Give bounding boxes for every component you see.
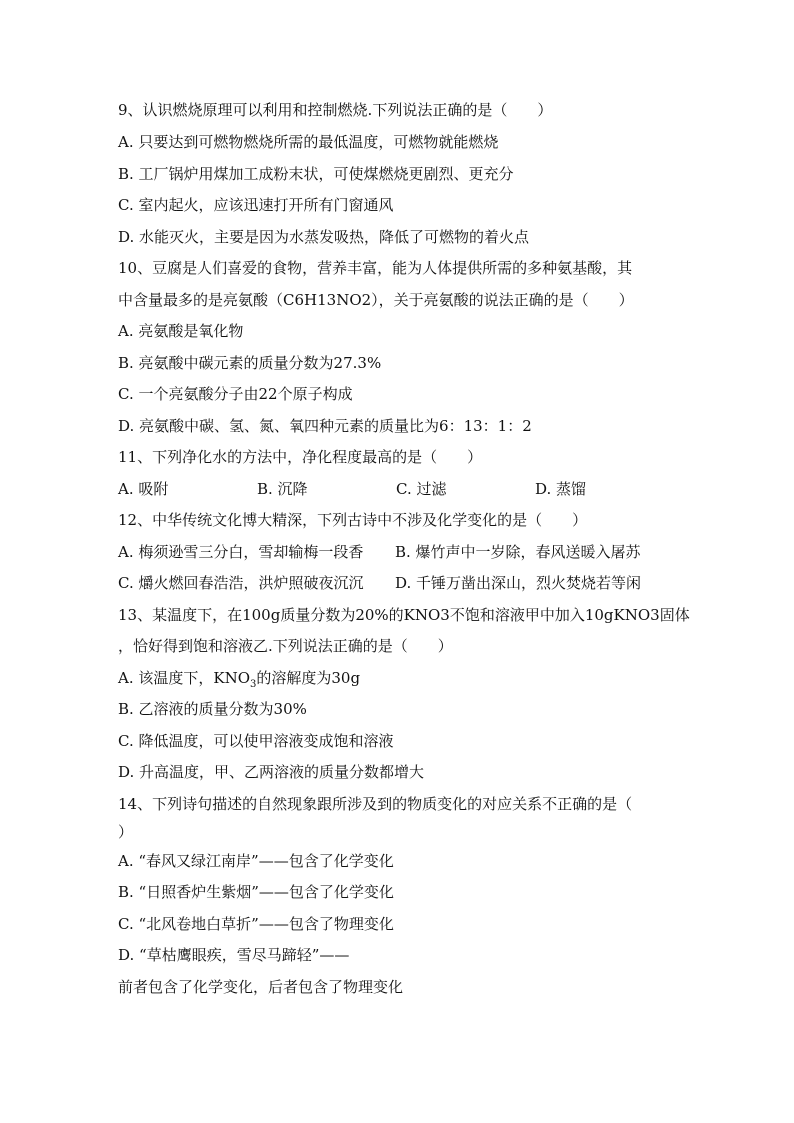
q13-option-d: D. 升高温度，甲、乙两溶液的质量分数都增大 (118, 763, 425, 781)
q13-option-b: B. 乙溶液的质量分数为30% (118, 700, 307, 718)
q11-option-a: A. 吸附 (118, 480, 169, 498)
q10-stem-line2: 中含量最多的是亮氨酸（C6H13NO2），关于亮氨酸的说法正确的是（ ） (118, 291, 634, 309)
q12-option-d: D. 千锤万凿出深山，烈火焚烧若等闲 (395, 574, 642, 592)
q10-stem-line1: 10、豆腐是人们喜爱的食物，营养丰富，能为人体提供所需的多种氨基酸，其 (118, 259, 633, 277)
q12-option-b: B. 爆竹声中一岁除，春风送暖入屠苏 (395, 543, 641, 561)
q13-option-a-prefix: A. 该温度下，KNO (118, 669, 250, 687)
q9-option-c: C. 室内起火，应该迅速打开所有门窗通风 (118, 196, 394, 214)
q14-option-d: D. “草枯鹰眼疾，雪尽马蹄轻”—— (118, 946, 350, 964)
q10-option-d: D. 亮氨酸中碳、氢、氮、氧四种元素的质量比为6：13：1：2 (118, 417, 532, 435)
q12-stem: 12、中华传统文化博大精深，下列古诗中不涉及化学变化的是（ ） (118, 511, 588, 529)
q14-option-d-continued: 前者包含了化学变化，后者包含了物理变化 (118, 978, 404, 996)
q12-option-c: C. 爝火燃回春浩浩，洪炉照破夜沉沉 (118, 574, 364, 592)
q13-stem-line1: 13、某温度下，在100g质量分数为20%的KNO3不饱和溶液甲中加入10gKNO3固体 (118, 606, 690, 624)
q11-stem: 11、下列净化水的方法中，净化程度最高的是（ ） (118, 448, 483, 466)
q10-option-c: C. 一个亮氨酸分子由22个原子构成 (118, 385, 353, 403)
q10-option-b: B. 亮氨酸中碳元素的质量分数为27.3% (118, 354, 382, 372)
q11-option-d: D. 蒸馏 (535, 480, 587, 498)
q14-option-b: B. “日照香炉生紫烟”——包含了化学变化 (118, 883, 394, 901)
q14-stem-line1: 14、下列诗句描述的自然现象跟所涉及到的物质变化的对应关系不正确的是（ (118, 795, 633, 813)
q11-option-b: B. 沉降 (257, 480, 308, 498)
q13-option-a-subscript: 3 (250, 679, 257, 690)
q14-stem-line2: ） (118, 823, 134, 841)
q13-option-a-suffix: 的溶解度为30g (256, 669, 361, 687)
q9-option-d: D. 水能灭火，主要是因为水蒸发吸热，降低了可燃物的着火点 (118, 228, 530, 246)
q13-option-c: C. 降低温度，可以使甲溶液变成饱和溶液 (118, 732, 394, 750)
q13-option-a (118, 668, 360, 695)
q14-option-c: C. “北风卷地白草折”——包含了物理变化 (118, 915, 394, 933)
q12-option-a: A. 梅须逊雪三分白，雪却输梅一段香 (118, 543, 364, 561)
q13-stem-line2: ，恰好得到饱和溶液乙.下列说法正确的是（ ） (118, 637, 453, 655)
q9-option-a: A. 只要达到可燃物燃烧所需的最低温度，可燃物就能燃烧 (118, 133, 499, 151)
q9-option-b: B. 工厂锅炉用煤加工成粉末状，可使煤燃烧更剧烈、更充分 (118, 165, 514, 183)
q11-option-c: C. 过滤 (396, 480, 447, 498)
q14-option-a: A. “春风又绿江南岸”——包含了化学变化 (118, 852, 394, 870)
q9-stem: 9、认识燃烧原理可以利用和控制燃烧.下列说法正确的是（ ） (118, 101, 553, 119)
q10-option-a: A. 亮氨酸是氧化物 (118, 322, 244, 340)
